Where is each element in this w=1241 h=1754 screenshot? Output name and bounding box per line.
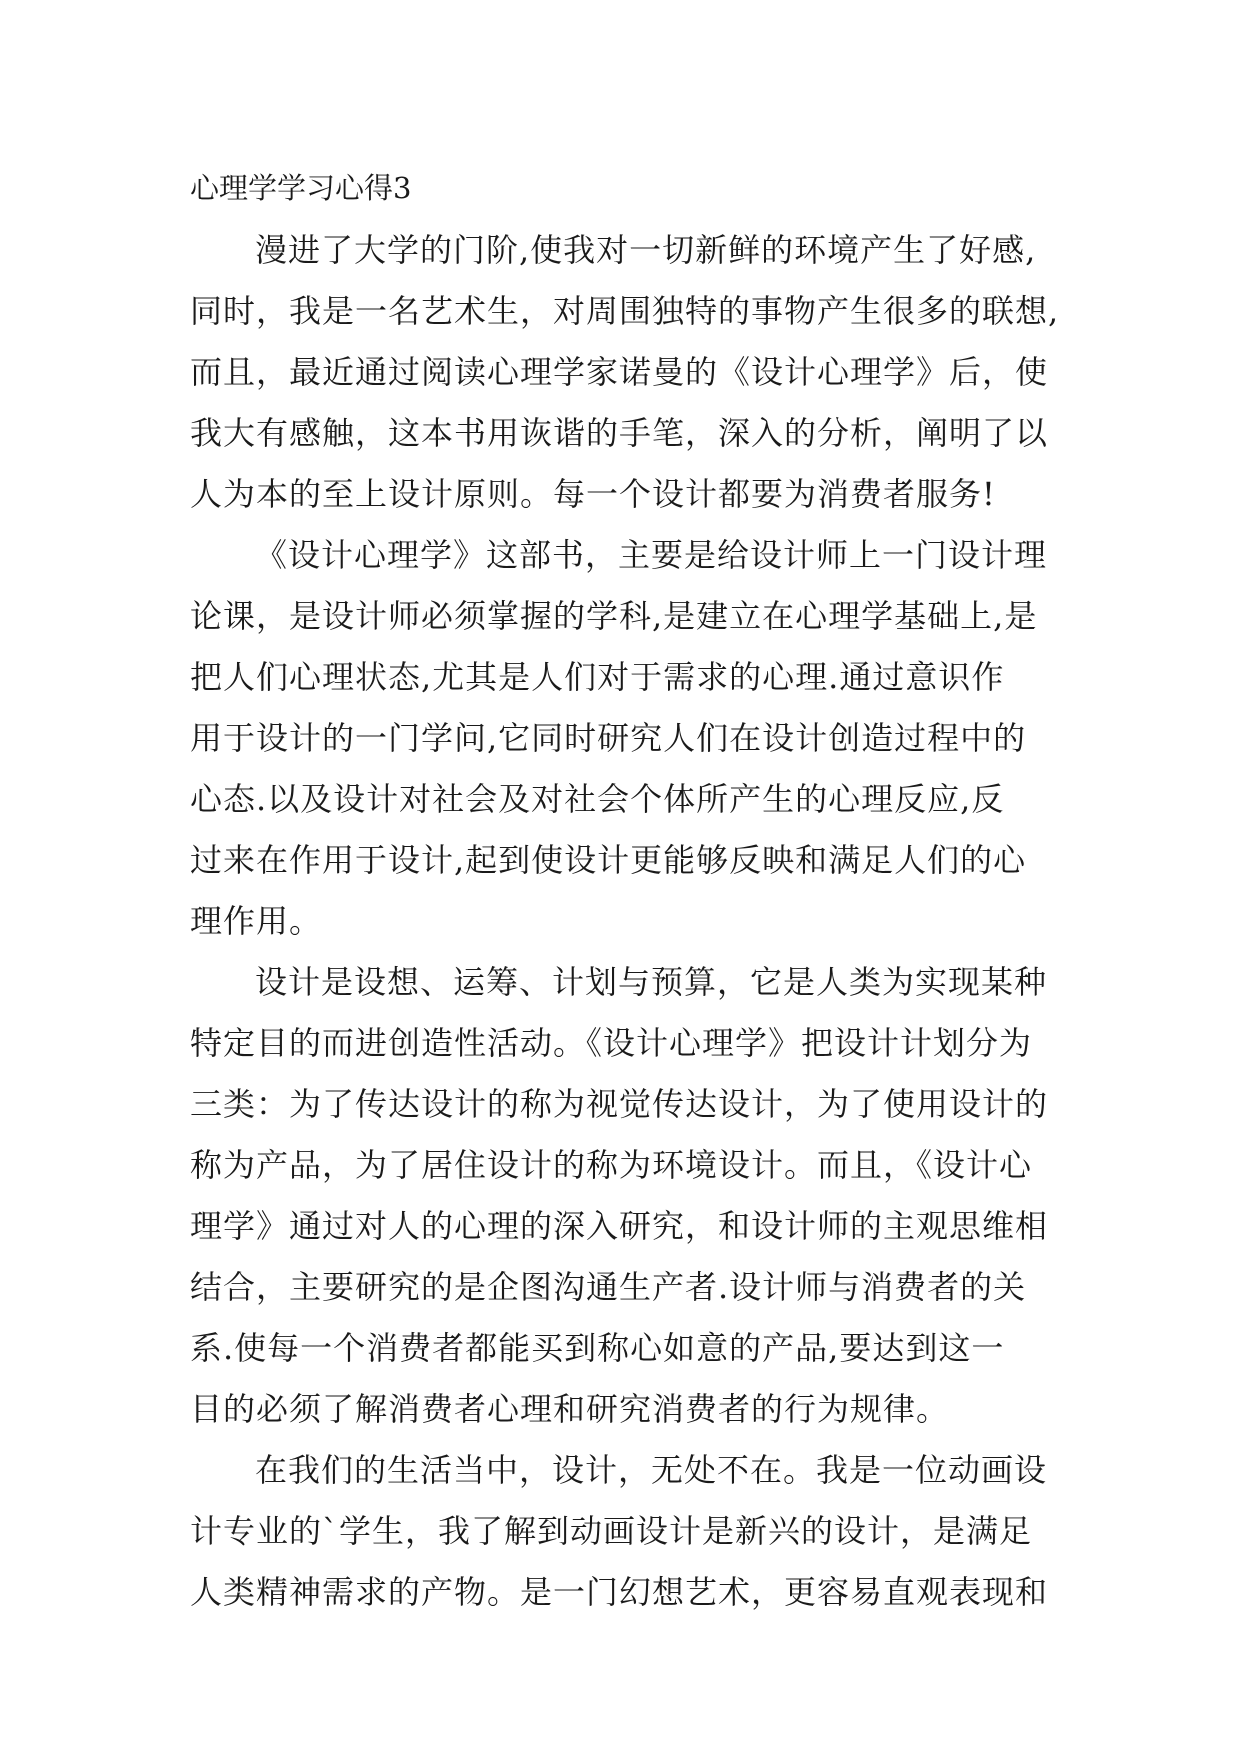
text-line: 设计是设想、运筹、计划与预算，它是人类为实现某种 xyxy=(255,963,1048,1001)
text-line: 用于设计的一门学问,它同时研究人们在设计创造过程中的 xyxy=(190,719,1027,757)
text-line: 同时，我是一名艺术生，对周围独特的事物产生很多的联想, xyxy=(190,292,1060,330)
text-line: 系.使每一个消费者都能买到称心如意的产品,要达到这一 xyxy=(190,1329,1005,1367)
text-line: 在我们的生活当中，设计，无处不在。我是一位动画设 xyxy=(255,1451,1048,1489)
text-line: 过来在作用于设计,起到使设计更能够反映和满足人们的心 xyxy=(190,841,1027,879)
text-line: 漫进了大学的门阶,使我对一切新鲜的环境产生了好感, xyxy=(255,231,1037,269)
text-line: 心态.以及设计对社会及对社会个体所产生的心理反应,反 xyxy=(190,780,1005,818)
text-line: 把人们心理状态,尤其是人们对于需求的心理.通过意识作 xyxy=(190,658,1005,696)
text-line: 论课，是设计师必须掌握的学科,是建立在心理学基础上,是 xyxy=(190,597,1038,635)
text-line: 计专业的`学生，我了解到动画设计是新兴的设计，是满足 xyxy=(190,1512,1033,1550)
text-line: 特定目的而进创造性活动。《设计心理学》把设计计划分为 xyxy=(190,1024,1033,1062)
document-title: 心理学学习心得3 xyxy=(190,171,412,205)
text-line: 人类精神需求的产物。是一门幻想艺术，更容易直观表现和 xyxy=(190,1573,1049,1611)
text-line: 目的必须了解消费者心理和研究消费者的行为规律。 xyxy=(190,1390,950,1428)
text-line: 我大有感触，这本书用诙谐的手笔，深入的分析，阐明了以 xyxy=(190,414,1049,452)
text-line: 称为产品，为了居住设计的称为环境设计。而且，《设计心 xyxy=(190,1146,1033,1184)
text-line: 结合，主要研究的是企图沟通生产者.设计师与消费者的关 xyxy=(190,1268,1027,1306)
text-line: 《设计心理学》这部书，主要是给设计师上一门设计理 xyxy=(255,536,1048,574)
text-line: 三类：为了传达设计的称为视觉传达设计，为了使用设计的 xyxy=(190,1085,1049,1123)
text-line: 而且，最近通过阅读心理学家诺曼的《设计心理学》后，使 xyxy=(190,353,1049,391)
text-line: 人为本的至上设计原则。每一个设计都要为消费者服务! xyxy=(190,475,996,513)
text-line: 理作用。 xyxy=(190,902,323,940)
text-line: 理学》通过对人的心理的深入研究，和设计师的主观思维相 xyxy=(190,1207,1049,1245)
